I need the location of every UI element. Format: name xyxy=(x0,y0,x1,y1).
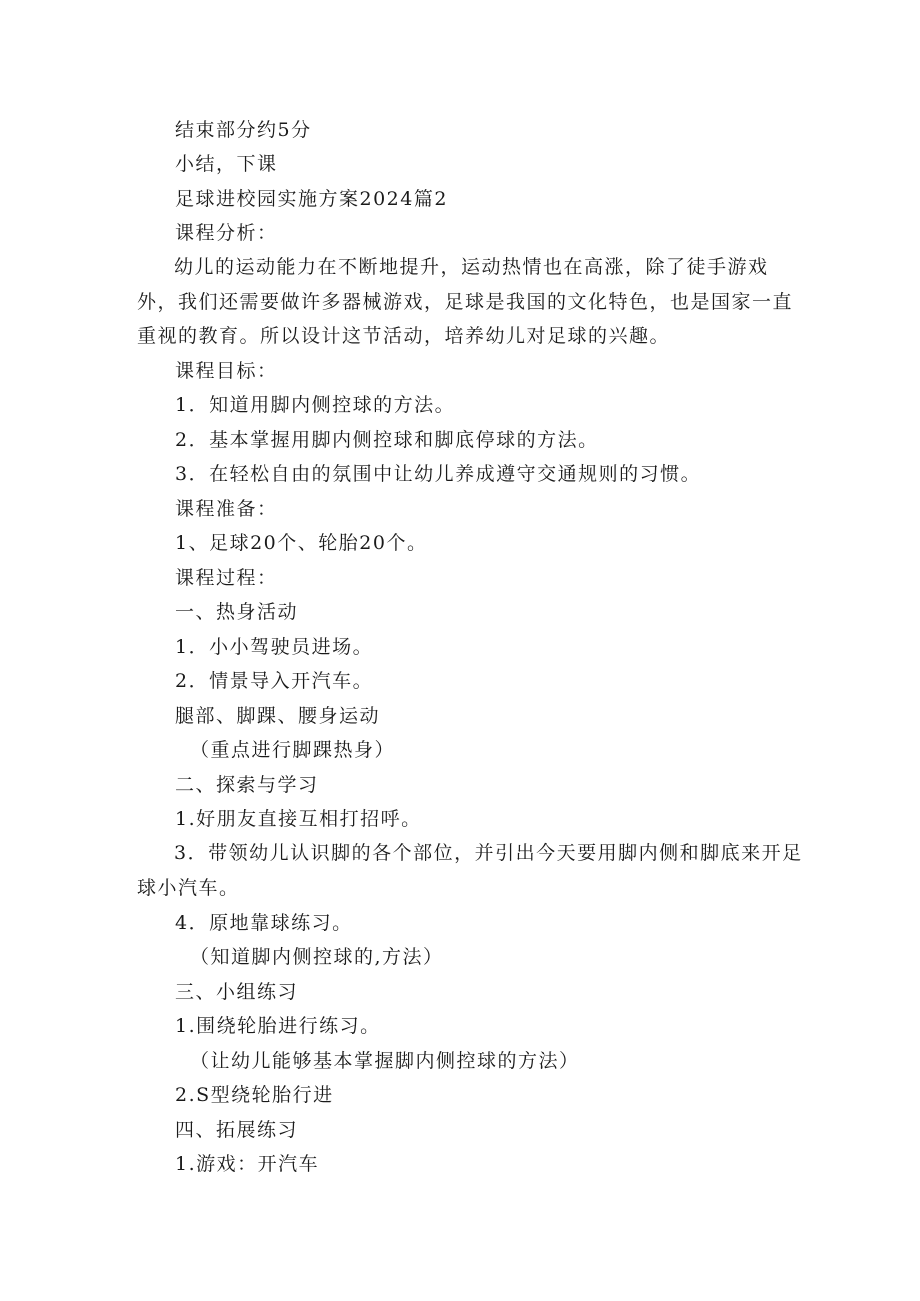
list-item: 1、足球20个、轮胎20个。 xyxy=(175,532,428,554)
list-item: 1.游戏：开汽车 xyxy=(175,1153,320,1175)
text-line: 三、小组练习 xyxy=(175,981,299,1003)
paragraph: 3．带领幼儿认识脚的各个部位，并引出今天要用脚内侧和脚底来开足球小汽车。 xyxy=(137,842,803,899)
text-line: 课程准备： xyxy=(175,498,278,520)
list-item: 2．基本掌握用脚内侧控球和脚底停球的方法。 xyxy=(175,429,599,451)
list-item: 1．知道用脚内侧控球的方法。 xyxy=(175,394,456,416)
list-item: 3．在轻松自由的氛围中让幼儿养成遵守交通规则的习惯。 xyxy=(175,463,702,485)
text-line: 课程目标： xyxy=(175,360,278,382)
list-item: 2.S型绕轮胎行进 xyxy=(175,1084,334,1106)
section-heading: 足球进校园实施方案2024篇2 xyxy=(175,188,448,210)
text-line: 腿部、脚踝、腰身运动 xyxy=(175,705,381,727)
list-item: 1．小小驾驶员进场。 xyxy=(175,636,374,658)
list-item: 1.好朋友直接互相打招呼。 xyxy=(175,808,422,830)
list-item: 4．原地靠球练习。 xyxy=(175,912,353,934)
text-line: 四、拓展练习 xyxy=(175,1119,299,1141)
text-line: （知道脚内侧控球的,方法） xyxy=(190,946,444,968)
list-item: 1.围绕轮胎进行练习。 xyxy=(175,1015,381,1037)
text-line: 小结，下课 xyxy=(175,153,278,175)
text-line: 一、热身活动 xyxy=(175,601,299,623)
text-line: （重点进行脚踝热身） xyxy=(190,739,396,761)
text-line: （让幼儿能够基本掌握脚内侧控球的方法） xyxy=(190,1050,580,1072)
paragraph: 幼儿的运动能力在不断地提升，运动热情也在高涨，除了徒手游戏外，我们还需要做许多器械游戏，足球是我国的文化特色，也是国家一直重视的教育。所以设计这节活动，培养幼儿对足球的兴趣。 xyxy=(137,256,794,347)
text-line: 课程分析： xyxy=(175,222,278,244)
text-line: 结束部分约5分 xyxy=(175,119,312,141)
text-line: 课程过程： xyxy=(175,567,278,589)
text-line: 二、探索与学习 xyxy=(175,774,319,796)
list-item: 2．情景导入开汽车。 xyxy=(175,670,374,692)
